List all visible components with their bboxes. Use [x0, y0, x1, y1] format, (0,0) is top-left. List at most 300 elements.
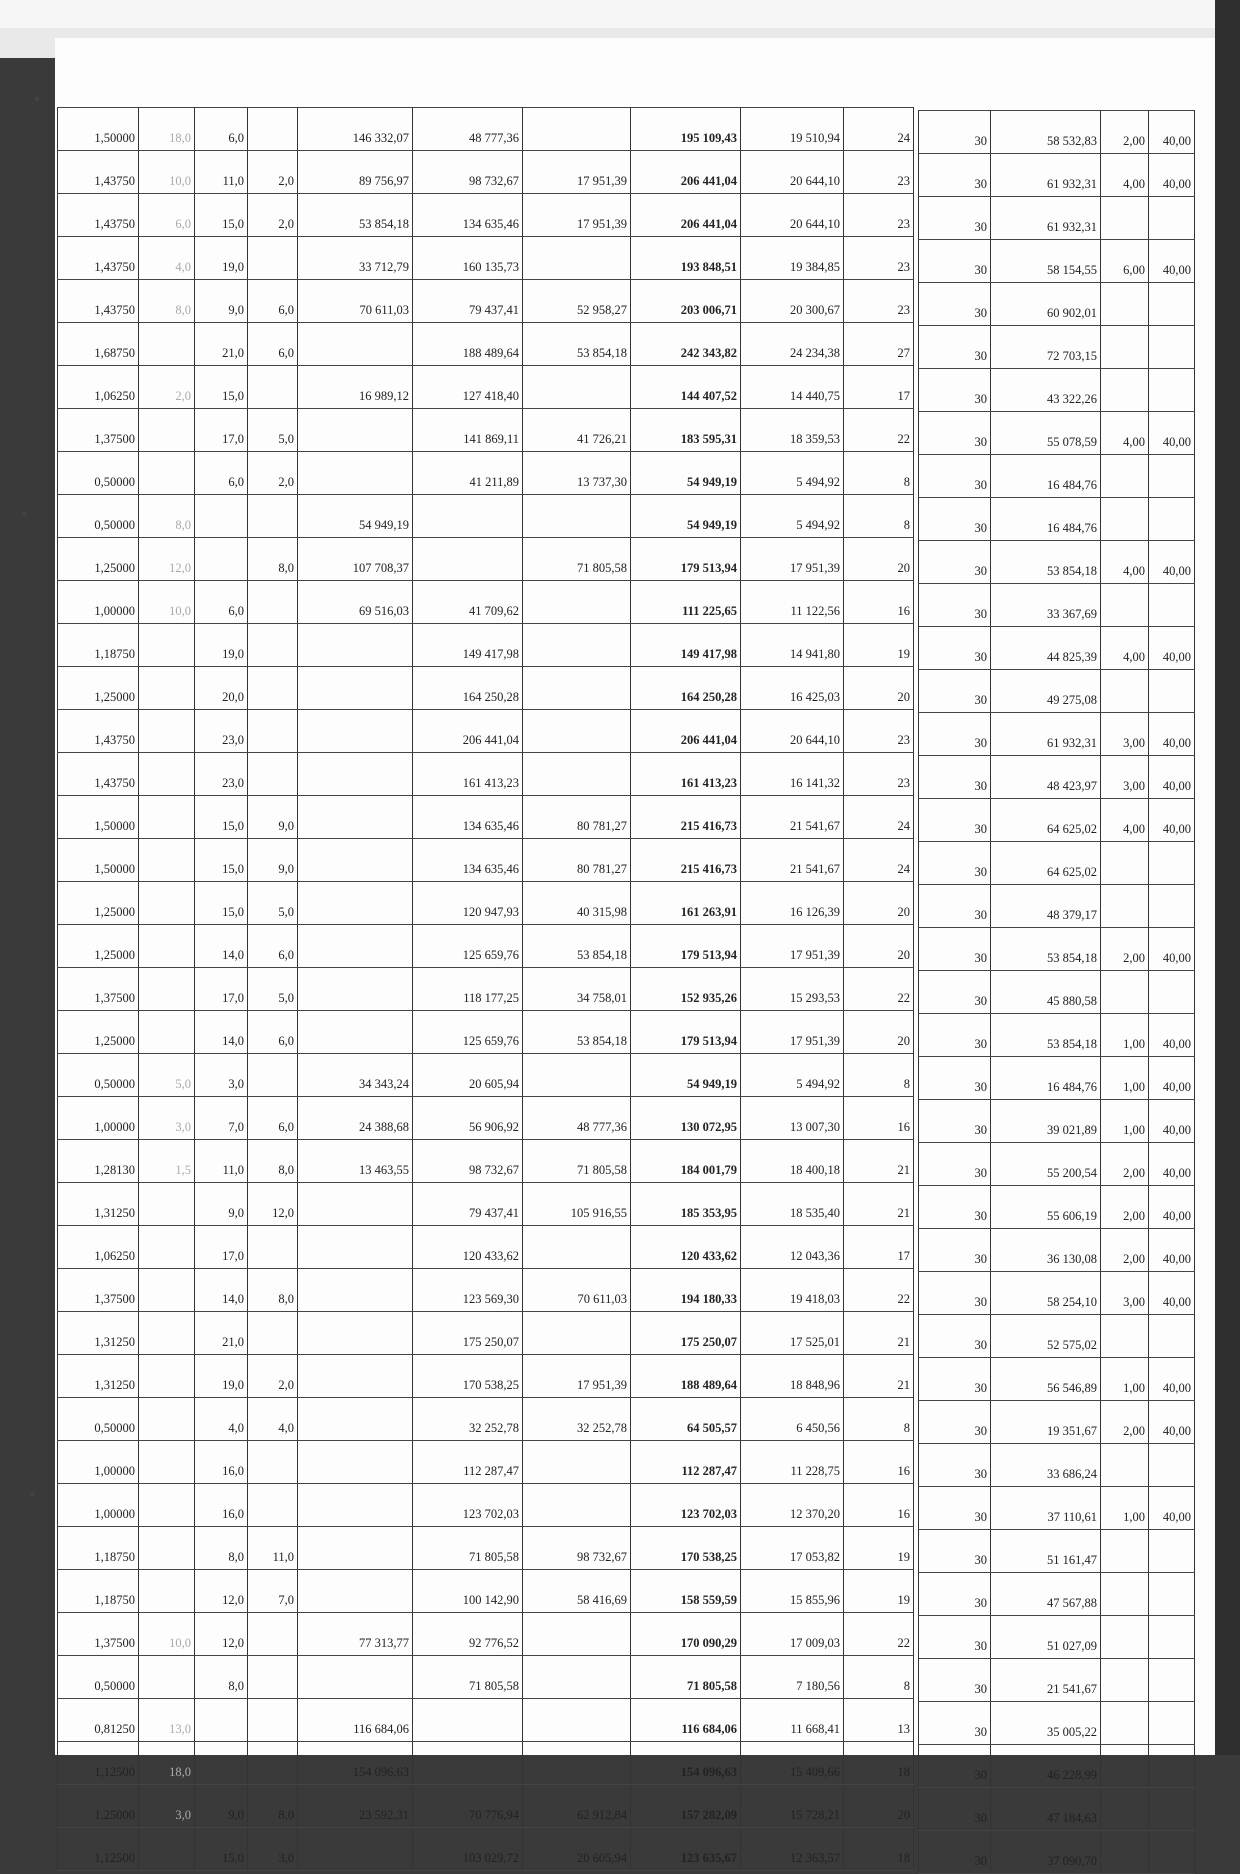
- table-cell: 20: [844, 925, 914, 968]
- table-cell: 9,0: [195, 1183, 248, 1226]
- table-cell: 134 635,46: [413, 839, 523, 882]
- table-row: [58, 1570, 914, 1613]
- table-cell: 33 712,79: [298, 237, 413, 280]
- table-cell: [248, 366, 298, 409]
- table-cell: 30: [919, 1745, 991, 1788]
- table-cell: [1101, 1745, 1149, 1788]
- table-cell: 30: [919, 1315, 991, 1358]
- table-cell: 206 441,04: [631, 151, 741, 194]
- table-cell: [298, 1226, 413, 1269]
- table-cell: 8: [844, 1054, 914, 1097]
- side-data-table: [918, 110, 1195, 1874]
- table-row: [919, 154, 1195, 197]
- table-cell: 3,00: [1101, 1272, 1149, 1315]
- table-cell: 8: [844, 452, 914, 495]
- table-cell: 18: [844, 1742, 914, 1785]
- table-cell: 8: [844, 1656, 914, 1699]
- table-cell: [298, 452, 413, 495]
- table-cell: 60 902,01: [991, 283, 1101, 326]
- table-cell: [139, 1312, 195, 1355]
- table-row: [58, 753, 914, 796]
- table-cell: 21,0: [195, 323, 248, 366]
- table-cell: 14 440,75: [741, 366, 844, 409]
- table-cell: 30: [919, 283, 991, 326]
- table-cell: 5,0: [248, 882, 298, 925]
- table-cell: 11 668,41: [741, 1699, 844, 1742]
- table-cell: [139, 1011, 195, 1054]
- table-cell: [298, 1570, 413, 1613]
- table-cell: 146 332,07: [298, 108, 413, 151]
- table-cell: 37 090,70: [991, 1831, 1101, 1874]
- table-cell: 0,81250: [58, 1699, 139, 1742]
- table-cell: [139, 1398, 195, 1441]
- table-cell: 1,12500: [58, 1828, 139, 1871]
- table-row: [58, 882, 914, 925]
- table-cell: 98 732,67: [523, 1527, 631, 1570]
- table-cell: 43 322,26: [991, 369, 1101, 412]
- table-cell: [298, 796, 413, 839]
- table-cell: 13: [844, 1699, 914, 1742]
- table-cell: [298, 1355, 413, 1398]
- table-cell: 55 606,19: [991, 1186, 1101, 1229]
- table-cell: 1,50000: [58, 108, 139, 151]
- table-cell: 1,31250: [58, 1355, 139, 1398]
- main-table-body: [58, 108, 914, 1871]
- table-cell: [523, 624, 631, 667]
- table-row: [58, 1226, 914, 1269]
- table-cell: 27: [844, 323, 914, 366]
- table-row: [58, 1054, 914, 1097]
- table-cell: 170 538,25: [631, 1527, 741, 1570]
- table-cell: 48 777,36: [523, 1097, 631, 1140]
- table-cell: 30: [919, 197, 991, 240]
- table-cell: [298, 1183, 413, 1226]
- table-cell: 15 728,21: [741, 1785, 844, 1828]
- table-cell: 40,00: [1149, 799, 1195, 842]
- table-cell: [1149, 197, 1195, 240]
- table-cell: 184 001,79: [631, 1140, 741, 1183]
- table-cell: 125 659,76: [413, 1011, 523, 1054]
- table-row: [919, 455, 1195, 498]
- table-cell: 1,43750: [58, 280, 139, 323]
- table-cell: [139, 753, 195, 796]
- table-row: [58, 968, 914, 1011]
- table-cell: 12,0: [139, 538, 195, 581]
- table-cell: [298, 1398, 413, 1441]
- table-row: [919, 541, 1195, 584]
- table-cell: 14,0: [195, 1011, 248, 1054]
- table-cell: [1149, 369, 1195, 412]
- table-cell: 44 825,39: [991, 627, 1101, 670]
- table-cell: 46 228,99: [991, 1745, 1101, 1788]
- table-cell: [523, 1441, 631, 1484]
- table-row: [919, 1401, 1195, 1444]
- table-cell: [298, 753, 413, 796]
- table-row: [919, 1788, 1195, 1831]
- table-cell: 40,00: [1149, 412, 1195, 455]
- table-cell: 1,00: [1101, 1358, 1149, 1401]
- table-cell: 21: [844, 1355, 914, 1398]
- table-row: [58, 108, 914, 151]
- table-cell: 11,0: [195, 151, 248, 194]
- table-row: [919, 842, 1195, 885]
- table-cell: 15,0: [195, 796, 248, 839]
- table-cell: 1,00: [1101, 1487, 1149, 1530]
- table-cell: [248, 753, 298, 796]
- table-cell: 40,00: [1149, 1100, 1195, 1143]
- table-cell: [298, 1269, 413, 1312]
- table-cell: 215 416,73: [631, 796, 741, 839]
- table-cell: 123 702,03: [413, 1484, 523, 1527]
- table-cell: 19,0: [195, 237, 248, 280]
- table-cell: 53 854,18: [991, 1014, 1101, 1057]
- table-cell: 30: [919, 842, 991, 885]
- table-cell: [248, 710, 298, 753]
- punch-mark: [30, 1492, 34, 1496]
- table-cell: 1,00000: [58, 1097, 139, 1140]
- table-cell: 19: [844, 1527, 914, 1570]
- table-cell: [139, 1441, 195, 1484]
- table-cell: [298, 667, 413, 710]
- table-row: [919, 326, 1195, 369]
- table-cell: 19,0: [195, 624, 248, 667]
- table-cell: 30: [919, 1100, 991, 1143]
- table-cell: 1,43750: [58, 710, 139, 753]
- table-cell: 40 315,98: [523, 882, 631, 925]
- table-row: [58, 1484, 914, 1527]
- table-cell: [1101, 670, 1149, 713]
- table-cell: 30: [919, 799, 991, 842]
- table-cell: 6,0: [248, 1011, 298, 1054]
- table-cell: 11 228,75: [741, 1441, 844, 1484]
- table-row: [58, 1785, 914, 1828]
- table-cell: 1,37500: [58, 1269, 139, 1312]
- table-cell: 134 635,46: [413, 194, 523, 237]
- table-cell: [195, 1699, 248, 1742]
- table-cell: 40,00: [1149, 541, 1195, 584]
- table-row: [58, 1742, 914, 1785]
- table-cell: 1,37500: [58, 1613, 139, 1656]
- table-row: [58, 452, 914, 495]
- table-cell: 1,25000: [58, 925, 139, 968]
- table-cell: 1,00000: [58, 581, 139, 624]
- table-cell: 6,0: [248, 925, 298, 968]
- table-cell: 5 494,92: [741, 495, 844, 538]
- table-row: [919, 713, 1195, 756]
- table-row: [58, 1011, 914, 1054]
- table-cell: [1149, 1788, 1195, 1831]
- table-cell: 11,0: [195, 1140, 248, 1183]
- table-cell: 2,00: [1101, 1401, 1149, 1444]
- table-cell: 1,43750: [58, 151, 139, 194]
- table-cell: 6,0: [248, 323, 298, 366]
- table-cell: 1,06250: [58, 366, 139, 409]
- table-cell: 3,0: [139, 1097, 195, 1140]
- table-cell: 79 437,41: [413, 1183, 523, 1226]
- table-cell: [523, 1054, 631, 1097]
- table-cell: 1,43750: [58, 237, 139, 280]
- table-cell: [1101, 971, 1149, 1014]
- table-row: [919, 283, 1195, 326]
- table-cell: 33 367,69: [991, 584, 1101, 627]
- table-cell: 98 732,67: [413, 151, 523, 194]
- table-row: [919, 1616, 1195, 1659]
- table-row: [919, 584, 1195, 627]
- table-cell: 40,00: [1149, 1057, 1195, 1100]
- table-cell: 170 538,25: [413, 1355, 523, 1398]
- table-cell: 18,0: [139, 1742, 195, 1785]
- table-cell: 2,0: [248, 151, 298, 194]
- table-cell: 2,00: [1101, 1143, 1149, 1186]
- table-cell: 40,00: [1149, 1014, 1195, 1057]
- table-cell: [298, 925, 413, 968]
- table-cell: 30: [919, 1272, 991, 1315]
- table-row: [919, 1229, 1195, 1272]
- table-row: [58, 624, 914, 667]
- table-cell: 48 777,36: [413, 108, 523, 151]
- table-cell: 40,00: [1149, 1229, 1195, 1272]
- table-cell: 15 409,66: [741, 1742, 844, 1785]
- table-cell: [1149, 1659, 1195, 1702]
- table-cell: [139, 882, 195, 925]
- table-cell: 123 569,30: [413, 1269, 523, 1312]
- table-cell: 1,00: [1101, 1100, 1149, 1143]
- table-cell: 14,0: [195, 925, 248, 968]
- table-row: [58, 1613, 914, 1656]
- table-cell: 51 027,09: [991, 1616, 1101, 1659]
- table-cell: 9,0: [248, 796, 298, 839]
- table-cell: 22: [844, 968, 914, 1011]
- table-cell: [1149, 1616, 1195, 1659]
- table-cell: 41 709,62: [413, 581, 523, 624]
- table-cell: 144 407,52: [631, 366, 741, 409]
- table-cell: 30: [919, 584, 991, 627]
- table-cell: 11,0: [248, 1527, 298, 1570]
- table-cell: 1,50000: [58, 796, 139, 839]
- table-cell: [1101, 1444, 1149, 1487]
- table-cell: [523, 1613, 631, 1656]
- table-cell: 16 484,76: [991, 498, 1101, 541]
- table-row: [919, 1315, 1195, 1358]
- table-cell: 149 417,98: [413, 624, 523, 667]
- table-cell: [298, 882, 413, 925]
- table-cell: 161 413,23: [413, 753, 523, 796]
- table-cell: 164 250,28: [413, 667, 523, 710]
- table-row: [919, 197, 1195, 240]
- table-cell: 183 595,31: [631, 409, 741, 452]
- table-row: [919, 1745, 1195, 1788]
- table-cell: 188 489,64: [631, 1355, 741, 1398]
- table-cell: [523, 1742, 631, 1785]
- table-cell: 16: [844, 581, 914, 624]
- table-cell: 71 805,58: [631, 1656, 741, 1699]
- table-cell: [139, 452, 195, 495]
- table-cell: 17,0: [195, 409, 248, 452]
- table-cell: 56 546,89: [991, 1358, 1101, 1401]
- table-row: [919, 1831, 1195, 1874]
- table-cell: 17 951,39: [523, 1355, 631, 1398]
- table-cell: 53 854,18: [298, 194, 413, 237]
- table-row: [919, 971, 1195, 1014]
- table-cell: [248, 495, 298, 538]
- table-cell: [1101, 885, 1149, 928]
- table-cell: 30: [919, 455, 991, 498]
- table-cell: 61 932,31: [991, 713, 1101, 756]
- table-row: [919, 1186, 1195, 1229]
- table-cell: [523, 237, 631, 280]
- table-cell: 30: [919, 1530, 991, 1573]
- table-cell: 13 463,55: [298, 1140, 413, 1183]
- table-row: [58, 194, 914, 237]
- table-cell: [248, 1312, 298, 1355]
- table-cell: [139, 796, 195, 839]
- table-cell: 7,0: [248, 1570, 298, 1613]
- table-cell: 79 437,41: [413, 280, 523, 323]
- table-cell: 1,25000: [58, 538, 139, 581]
- table-cell: 30: [919, 1401, 991, 1444]
- table-cell: [248, 1441, 298, 1484]
- table-cell: [298, 968, 413, 1011]
- table-cell: 15,0: [195, 1828, 248, 1871]
- table-cell: [298, 1828, 413, 1871]
- table-cell: 0,50000: [58, 452, 139, 495]
- table-cell: 51 161,47: [991, 1530, 1101, 1573]
- table-cell: 6,0: [195, 108, 248, 151]
- table-cell: [139, 1527, 195, 1570]
- table-cell: 206 441,04: [413, 710, 523, 753]
- table-cell: 6,0: [139, 194, 195, 237]
- table-cell: 18 848,96: [741, 1355, 844, 1398]
- table-cell: 30: [919, 1702, 991, 1745]
- table-cell: 24: [844, 839, 914, 882]
- table-cell: 195 109,43: [631, 108, 741, 151]
- table-cell: 6,0: [248, 1097, 298, 1140]
- table-cell: 6,0: [195, 452, 248, 495]
- table-row: [919, 1659, 1195, 1702]
- table-cell: 20: [844, 1785, 914, 1828]
- table-cell: 30: [919, 1487, 991, 1530]
- table-cell: 58 154,55: [991, 240, 1101, 283]
- table-row: [58, 538, 914, 581]
- table-cell: [1101, 1831, 1149, 1874]
- table-row: [58, 1398, 914, 1441]
- table-cell: 54 949,19: [631, 452, 741, 495]
- table-cell: 52 958,27: [523, 280, 631, 323]
- table-cell: 105 916,55: [523, 1183, 631, 1226]
- table-cell: 8,0: [248, 1269, 298, 1312]
- table-row: [919, 756, 1195, 799]
- table-cell: [139, 1355, 195, 1398]
- table-row: [919, 885, 1195, 928]
- table-row: [919, 1014, 1195, 1057]
- table-cell: 14,0: [195, 1269, 248, 1312]
- table-row: [919, 1487, 1195, 1530]
- table-cell: 112 287,47: [413, 1441, 523, 1484]
- table-cell: 56 906,92: [413, 1097, 523, 1140]
- table-cell: 8,0: [139, 495, 195, 538]
- table-cell: [248, 581, 298, 624]
- table-cell: 203 006,71: [631, 280, 741, 323]
- table-cell: 17,0: [195, 1226, 248, 1269]
- table-cell: 3,00: [1101, 713, 1149, 756]
- table-cell: 4,00: [1101, 799, 1149, 842]
- table-cell: [1149, 1702, 1195, 1745]
- table-cell: 127 418,40: [413, 366, 523, 409]
- table-cell: 30: [919, 1229, 991, 1272]
- table-cell: 23,0: [195, 710, 248, 753]
- table-cell: 15,0: [195, 839, 248, 882]
- table-cell: [1101, 1788, 1149, 1831]
- table-cell: 12,0: [248, 1183, 298, 1226]
- table-row: [919, 240, 1195, 283]
- table-cell: [523, 495, 631, 538]
- table-cell: 30: [919, 111, 991, 154]
- table-row: [58, 667, 914, 710]
- table-cell: 116 684,06: [298, 1699, 413, 1742]
- table-cell: [248, 1613, 298, 1656]
- table-row: [58, 925, 914, 968]
- table-cell: 19 351,67: [991, 1401, 1101, 1444]
- table-row: [919, 1573, 1195, 1616]
- table-row: [58, 280, 914, 323]
- table-row: [919, 369, 1195, 412]
- table-cell: 53 854,18: [523, 925, 631, 968]
- table-cell: 116 684,06: [631, 1699, 741, 1742]
- table-cell: 48 379,17: [991, 885, 1101, 928]
- table-cell: 40,00: [1149, 1143, 1195, 1186]
- table-cell: 21 541,67: [741, 796, 844, 839]
- table-cell: 30: [919, 713, 991, 756]
- table-cell: 18,0: [139, 108, 195, 151]
- table-cell: 61 932,31: [991, 197, 1101, 240]
- table-cell: 22: [844, 1269, 914, 1312]
- table-cell: [298, 1484, 413, 1527]
- table-cell: 1,18750: [58, 1527, 139, 1570]
- table-cell: 47 184,63: [991, 1788, 1101, 1831]
- table-cell: 1,12500: [58, 1742, 139, 1785]
- table-cell: 1,00000: [58, 1441, 139, 1484]
- table-cell: 20 644,10: [741, 194, 844, 237]
- table-row: [58, 1183, 914, 1226]
- table-cell: [248, 1699, 298, 1742]
- table-cell: [298, 839, 413, 882]
- table-cell: 30: [919, 1186, 991, 1229]
- table-cell: 40,00: [1149, 713, 1195, 756]
- table-cell: 2,00: [1101, 1229, 1149, 1272]
- table-row: [58, 1355, 914, 1398]
- table-cell: 22: [844, 409, 914, 452]
- table-cell: 23: [844, 237, 914, 280]
- table-cell: 58 532,83: [991, 111, 1101, 154]
- table-cell: 16 425,03: [741, 667, 844, 710]
- table-cell: [1101, 1702, 1149, 1745]
- table-cell: 179 513,94: [631, 538, 741, 581]
- table-cell: 71 805,58: [413, 1656, 523, 1699]
- table-cell: [298, 409, 413, 452]
- table-row: [919, 1272, 1195, 1315]
- table-cell: 1,5: [139, 1140, 195, 1183]
- table-cell: 17: [844, 1226, 914, 1269]
- table-cell: [139, 323, 195, 366]
- table-cell: 64 625,02: [991, 799, 1101, 842]
- table-cell: 80 781,27: [523, 839, 631, 882]
- table-cell: 20: [844, 1011, 914, 1054]
- table-cell: [248, 1656, 298, 1699]
- table-cell: 8: [844, 1398, 914, 1441]
- table-cell: 1,00000: [58, 1484, 139, 1527]
- table-cell: 13 007,30: [741, 1097, 844, 1140]
- table-cell: [195, 1742, 248, 1785]
